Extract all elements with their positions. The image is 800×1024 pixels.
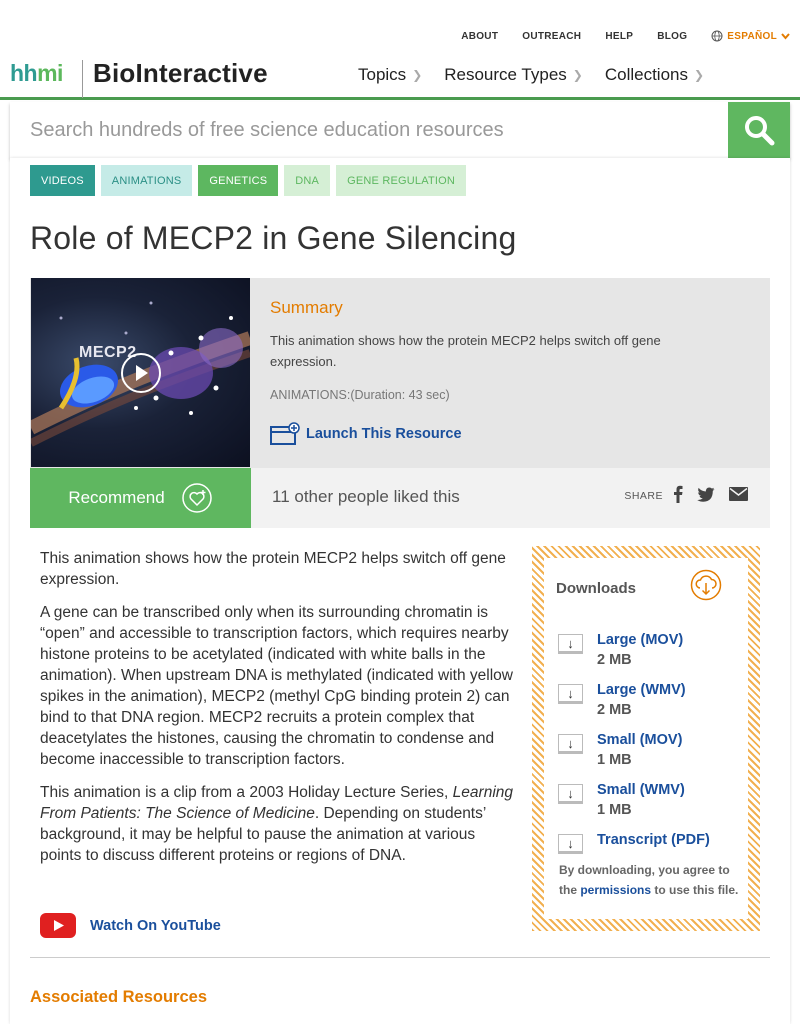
tag-dna[interactable]: DNA bbox=[284, 165, 330, 196]
heart-plus-icon bbox=[181, 482, 213, 514]
video-thumbnail[interactable] bbox=[31, 278, 250, 467]
download-name: Small (WMV) bbox=[597, 782, 685, 798]
email-icon[interactable] bbox=[729, 487, 748, 501]
resource-description bbox=[40, 548, 515, 878]
download-size: 2 MB bbox=[597, 702, 632, 718]
site-header bbox=[0, 58, 800, 100]
cloud-download-icon bbox=[690, 569, 722, 601]
language-label: ESPAÑOL bbox=[727, 30, 777, 42]
downloads-heading: Downloads bbox=[556, 580, 637, 597]
search-bar bbox=[10, 102, 790, 158]
main-nav bbox=[358, 65, 704, 85]
chevron-down-icon: ❯ bbox=[572, 68, 583, 82]
description-paragraph: This animation is a clip from a 2003 Holiday Lecture Series, Learning From Patients: The Science of Medicine. Depending on students’ background, it may be helpful to pause the animation at various points to discuss different proteins or regions of DNA. bbox=[40, 784, 513, 864]
nav-topics[interactable]: Topics ❯ bbox=[358, 65, 423, 84]
download-large-wmv[interactable] bbox=[558, 680, 686, 720]
download-arrow-icon: ↓ bbox=[558, 784, 583, 804]
launch-resource-link[interactable] bbox=[270, 422, 462, 446]
lecture-series-title: Learning From Patients: The Science of Medicine bbox=[40, 784, 513, 822]
chevron-down-icon: ❯ bbox=[412, 68, 423, 82]
download-name: Small (MOV) bbox=[597, 732, 683, 748]
liked-count: 11 other people liked this bbox=[272, 487, 460, 506]
download-large-mov[interactable] bbox=[558, 630, 683, 670]
nav-collections[interactable]: Collections ❯ bbox=[604, 65, 705, 84]
chevron-down-icon bbox=[781, 33, 790, 40]
download-size: 2 MB bbox=[597, 652, 632, 668]
associated-resources-heading: Associated Resources bbox=[30, 988, 207, 1006]
download-arrow-icon: ↓ bbox=[558, 834, 583, 854]
summary-heading: Summary bbox=[270, 298, 343, 317]
download-arrow-icon: ↓ bbox=[558, 634, 583, 654]
downloads-panel bbox=[532, 546, 760, 931]
download-small-mov[interactable] bbox=[558, 730, 682, 770]
help-link[interactable]: HELP bbox=[605, 30, 634, 42]
youtube-icon bbox=[40, 913, 76, 938]
description-paragraph: A gene can be transcribed only when its surrounding chromatin is “open” and accessible to transcription factors, which requires nearby histone proteins to be acetylated (indicated with white balls in the animation). When upstream DNA is methylated (indicated with yellow spikes in the animation), MECP2 (methyl CpG binding protein 2) can bind to that DNA region. MECP2 recruits a protein complex that deacetylates the histones, causing the chromatin to condense and become inaccessible to transcription factors. bbox=[40, 604, 513, 768]
download-transcript-pdf[interactable] bbox=[558, 830, 710, 854]
download-size: 1 MB bbox=[597, 752, 632, 768]
share-bar bbox=[624, 485, 748, 503]
recommend-bar bbox=[30, 468, 770, 528]
summary-text: This animation shows how the protein MECP2 helps switch off gene expression. bbox=[270, 333, 661, 369]
recommend-label: Recommend bbox=[68, 488, 165, 507]
download-name: Large (MOV) bbox=[597, 632, 684, 648]
tag-videos[interactable]: VIDEOS bbox=[30, 165, 95, 196]
section-divider bbox=[30, 957, 770, 958]
launch-label: Launch This Resource bbox=[306, 426, 462, 442]
youtube-label: Watch On YouTube bbox=[90, 917, 221, 934]
download-size: 1 MB bbox=[597, 802, 632, 818]
about-link[interactable]: ABOUT bbox=[461, 30, 499, 42]
download-name: Large (WMV) bbox=[597, 682, 686, 698]
search-button[interactable] bbox=[728, 102, 790, 158]
play-button[interactable] bbox=[121, 353, 161, 393]
content-card bbox=[10, 158, 790, 1024]
download-permissions-note: By downloading, you agree to the permissions to use this file. bbox=[559, 863, 739, 897]
search-input[interactable] bbox=[10, 102, 728, 158]
download-arrow-icon: ↓ bbox=[558, 734, 583, 754]
nav-resource-types[interactable]: Resource Types ❯ bbox=[444, 65, 583, 84]
twitter-icon[interactable] bbox=[697, 487, 715, 502]
download-name: Transcript (PDF) bbox=[597, 832, 710, 848]
outreach-link[interactable]: OUTREACH bbox=[522, 30, 582, 42]
biointeractive-logo[interactable]: BioInteractive bbox=[93, 58, 268, 88]
tag-animations[interactable]: ANIMATIONS bbox=[101, 165, 193, 196]
globe-icon bbox=[711, 30, 723, 42]
tag-genetics[interactable]: GENETICS bbox=[198, 165, 278, 196]
blog-link[interactable]: BLOG bbox=[657, 30, 688, 42]
resource-hero bbox=[30, 278, 770, 468]
utility-nav bbox=[437, 30, 790, 42]
search-icon bbox=[743, 114, 775, 146]
youtube-link[interactable] bbox=[40, 913, 221, 938]
thumbnail-label: MECP2 bbox=[79, 344, 137, 361]
play-icon bbox=[133, 364, 149, 382]
downloads-inner bbox=[544, 558, 748, 919]
page-title: Role of MECP2 in Gene Silencing bbox=[30, 220, 517, 256]
permissions-link[interactable]: permissions bbox=[580, 883, 652, 897]
logo-divider bbox=[82, 60, 83, 98]
resource-duration: ANIMATIONS:(Duration: 43 sec) bbox=[270, 388, 450, 402]
tag-gene-regulation[interactable]: GENE REGULATION bbox=[336, 165, 466, 196]
share-label: SHARE bbox=[624, 490, 663, 502]
hhmi-logo[interactable]: hhmi bbox=[10, 60, 63, 86]
recommend-button[interactable] bbox=[30, 468, 251, 528]
tag-list bbox=[30, 165, 466, 196]
facebook-icon[interactable] bbox=[673, 485, 683, 503]
download-arrow-icon: ↓ bbox=[558, 684, 583, 704]
chevron-down-icon: ❯ bbox=[694, 68, 705, 82]
download-small-wmv[interactable] bbox=[558, 780, 685, 820]
description-paragraph: This animation shows how the protein MECP2 helps switch off gene expression. bbox=[40, 550, 506, 588]
launch-window-icon bbox=[270, 422, 300, 446]
language-switch[interactable] bbox=[711, 30, 790, 42]
